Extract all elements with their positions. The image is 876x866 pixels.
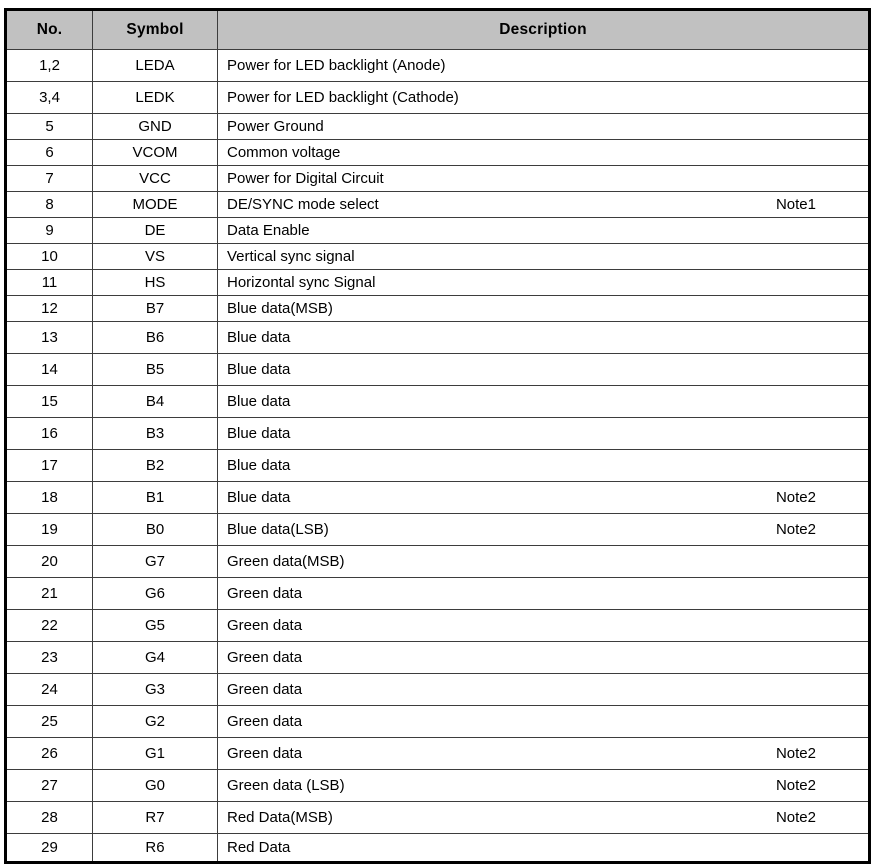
pin-description-cell (218, 244, 870, 270)
pin-description-text: Green data (227, 617, 303, 634)
pin-note-text: Note2 (775, 745, 816, 762)
pin-description-cell (218, 270, 870, 296)
table-header-row (6, 10, 870, 50)
pin-description-text: Power for LED backlight (Anode) (227, 57, 446, 74)
pin-description-cell (218, 674, 870, 706)
pin-number: 7 (6, 166, 93, 192)
pin-description-text: Blue data (227, 329, 291, 346)
pin-symbol: B3 (93, 418, 218, 450)
pin-symbol: VS (93, 244, 218, 270)
pin-number: 1,2 (6, 50, 93, 82)
pin-description-cell (218, 578, 870, 610)
pin-description-text: Data Enable (227, 222, 310, 239)
pin-number: 16 (6, 418, 93, 450)
pin-symbol: LEDA (93, 50, 218, 82)
pin-symbol: MODE (93, 192, 218, 218)
pin-number: 29 (6, 834, 93, 863)
pin-symbol: B5 (93, 354, 218, 386)
pin-description-text: Green data (LSB) (227, 777, 345, 794)
pin-description-text: Power for LED backlight (Cathode) (227, 89, 459, 106)
pin-description-cell (218, 386, 870, 418)
pin-description-text: Red Data(MSB) (227, 809, 333, 826)
pin-symbol: G6 (93, 578, 218, 610)
pin-description-text: Green data(MSB) (227, 553, 345, 570)
pin-description-cell (218, 322, 870, 354)
pin-symbol: HS (93, 270, 218, 296)
pin-note-text: Note2 (775, 777, 816, 794)
table-row (6, 114, 870, 140)
pin-symbol: VCC (93, 166, 218, 192)
pin-number: 21 (6, 578, 93, 610)
pin-description-text: Green data (227, 745, 303, 762)
pin-number: 23 (6, 642, 93, 674)
pin-description-cell (218, 834, 870, 863)
table-row (6, 514, 870, 546)
pin-description-cell (218, 82, 870, 114)
pin-description-cell (218, 166, 870, 192)
table-row (6, 546, 870, 578)
pin-description-cell (218, 218, 870, 244)
pin-description-cell (218, 140, 870, 166)
pin-number: 3,4 (6, 82, 93, 114)
table-row (6, 706, 870, 738)
table-row (6, 738, 870, 770)
pin-note-text: Note2 (775, 489, 816, 506)
pin-description-cell (218, 610, 870, 642)
pin-number: 14 (6, 354, 93, 386)
table-row (6, 218, 870, 244)
pin-symbol: B6 (93, 322, 218, 354)
pin-symbol: DE (93, 218, 218, 244)
table-row (6, 354, 870, 386)
pin-description-table (4, 8, 871, 864)
pin-symbol: B2 (93, 450, 218, 482)
pin-symbol: R6 (93, 834, 218, 863)
pin-description-text: Blue data (227, 393, 291, 410)
pin-symbol: GND (93, 114, 218, 140)
pin-description-text: Green data (227, 649, 303, 666)
pin-symbol: G3 (93, 674, 218, 706)
pin-number: 10 (6, 244, 93, 270)
table-row (6, 166, 870, 192)
table-row (6, 610, 870, 642)
pin-note-text: Note2 (775, 809, 816, 826)
table-row (6, 482, 870, 514)
pin-description-text: Blue data (227, 361, 291, 378)
pin-number: 6 (6, 140, 93, 166)
pin-number: 25 (6, 706, 93, 738)
pin-description-cell (218, 114, 870, 140)
pin-description-text: Blue data (227, 489, 291, 506)
pin-description-cell (218, 738, 870, 770)
pin-description-cell (218, 546, 870, 578)
pin-symbol: VCOM (93, 140, 218, 166)
pin-description-text: Blue data(MSB) (227, 300, 333, 317)
table-row (6, 450, 870, 482)
pin-description-text: DE/SYNC mode select (227, 196, 379, 213)
pin-symbol: B0 (93, 514, 218, 546)
pin-description-cell (218, 192, 870, 218)
table-row (6, 50, 870, 82)
table-row (6, 270, 870, 296)
pin-number: 19 (6, 514, 93, 546)
pin-symbol: B4 (93, 386, 218, 418)
pin-note-text: Note1 (775, 196, 816, 213)
pin-symbol: G1 (93, 738, 218, 770)
pin-description-cell (218, 354, 870, 386)
pin-description-text: Red Data (227, 839, 291, 856)
pin-symbol: LEDK (93, 82, 218, 114)
header-description: Description (218, 10, 870, 50)
pin-number: 15 (6, 386, 93, 418)
pin-symbol: G7 (93, 546, 218, 578)
pin-number: 18 (6, 482, 93, 514)
pin-description-text: Vertical sync signal (227, 248, 355, 265)
pin-number: 8 (6, 192, 93, 218)
pin-symbol: G4 (93, 642, 218, 674)
pin-description-text: Green data (227, 681, 303, 698)
pin-description-cell (218, 514, 870, 546)
pin-number: 26 (6, 738, 93, 770)
table-row (6, 322, 870, 354)
table-row (6, 578, 870, 610)
pin-number: 24 (6, 674, 93, 706)
pin-description-cell (218, 418, 870, 450)
table-row (6, 642, 870, 674)
table-row (6, 674, 870, 706)
pin-description-cell (218, 482, 870, 514)
header-no: No. (6, 10, 93, 50)
table-row (6, 418, 870, 450)
table-row (6, 192, 870, 218)
pin-description-cell (218, 770, 870, 802)
pin-description-cell (218, 50, 870, 82)
pin-note-text: Note2 (775, 521, 816, 538)
table-row (6, 770, 870, 802)
pin-number: 27 (6, 770, 93, 802)
table-row (6, 802, 870, 834)
pin-number: 22 (6, 610, 93, 642)
pin-symbol: G5 (93, 610, 218, 642)
pin-description-cell (218, 296, 870, 322)
pin-description-cell (218, 642, 870, 674)
pin-symbol: B7 (93, 296, 218, 322)
pin-number: 12 (6, 296, 93, 322)
pin-description-text: Blue data (227, 425, 291, 442)
pin-number: 11 (6, 270, 93, 296)
pin-number: 9 (6, 218, 93, 244)
pin-symbol: G2 (93, 706, 218, 738)
table-row (6, 386, 870, 418)
pin-symbol: G0 (93, 770, 218, 802)
pin-number: 17 (6, 450, 93, 482)
pin-number: 28 (6, 802, 93, 834)
pin-description-cell (218, 706, 870, 738)
header-symbol: Symbol (93, 10, 218, 50)
table-row (6, 834, 870, 863)
pin-description-text: Common voltage (227, 144, 341, 161)
pin-description-text: Blue data(LSB) (227, 521, 329, 538)
table-row (6, 82, 870, 114)
pin-description-cell (218, 450, 870, 482)
table-row (6, 296, 870, 322)
pin-number: 5 (6, 114, 93, 140)
pin-description-cell (218, 802, 870, 834)
pin-description-text: Power for Digital Circuit (227, 170, 384, 187)
pin-symbol: B1 (93, 482, 218, 514)
pin-description-text: Blue data (227, 457, 291, 474)
pin-description-text: Green data (227, 713, 303, 730)
table-row (6, 244, 870, 270)
pin-description-text: Power Ground (227, 118, 324, 135)
table-row (6, 140, 870, 166)
pin-number: 20 (6, 546, 93, 578)
pin-description-text: Green data (227, 585, 303, 602)
pin-description-text: Horizontal sync Signal (227, 274, 376, 291)
pin-number: 13 (6, 322, 93, 354)
pin-symbol: R7 (93, 802, 218, 834)
